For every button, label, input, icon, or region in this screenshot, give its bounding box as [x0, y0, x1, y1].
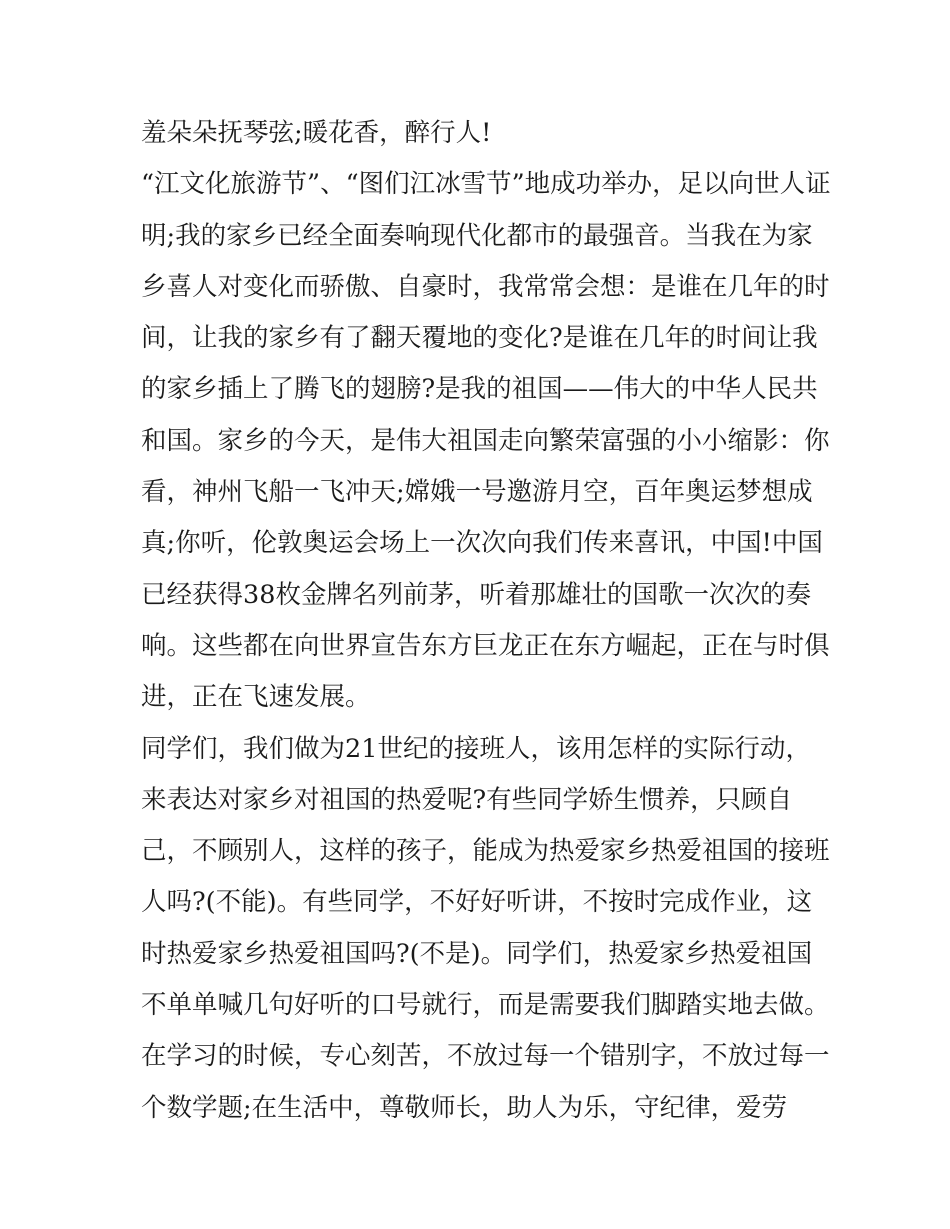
text-line: 和国。家乡的今天，是伟大祖国走向繁荣富强的小小缩影：你	[141, 425, 830, 456]
text-line: 羞朵朵抚琴弦;暖花香，醉行人!	[141, 118, 492, 148]
text-line: 间，让我的家乡有了翻天覆地的变化?是谁在几年的时间让我	[141, 323, 818, 354]
text-line: 个数学题;在生活中，尊敬师长，助人为乐，守纪律，爱劳	[141, 1092, 788, 1123]
text-line: 真;你听，伦敦奥运会场上一次次向我们传来喜讯，中国!中国	[141, 528, 823, 559]
text-line: 进，正在飞速发展。	[141, 682, 371, 713]
text-line: 已经获得38枚金牌名列前茅，听着那雄壮的国歌一次次的奏	[141, 579, 811, 610]
text-line: 来表达对家乡对祖国的热爱呢?有些同学娇生惯养，只顾自	[141, 784, 793, 815]
text-line: 不单单喊几句好听的口号就行，而是需要我们脚踏实地去做。	[141, 990, 830, 1021]
text-line: 同学们，我们做为21世纪的接班人，该用怎样的实际行动，	[141, 733, 811, 764]
text-line: 时热爱家乡热爱祖国吗?(不是)。同学们，热爱家乡热爱祖国	[141, 938, 813, 969]
text-line: 人吗?(不能)。有些同学，不好好听讲，不按时完成作业，这	[141, 887, 813, 918]
body-text	[141, 108, 831, 1134]
text-line: 的家乡插上了腾飞的翅膀?是我的祖国——伟大的中华人民共	[141, 374, 818, 405]
text-line: 明;我的家乡已经全面奏响现代化都市的最强音。当我在为家	[141, 220, 813, 251]
text-line: 响。这些都在向世界宣告东方巨龙正在东方崛起，正在与时俱	[141, 630, 830, 661]
text-line: 在学习的时候，专心刻苦，不放过每一个错别字，不放过每一	[141, 1041, 830, 1072]
text-line: 乡喜人对变化而骄傲、自豪时，我常常会想：是谁在几年的时	[141, 271, 830, 302]
text-line: 看，神州飞船一飞冲天;嫦娥一号邀游月空，百年奥运梦想成	[141, 477, 813, 508]
text-line: “江文化旅游节”、“图们江冰雪节”地成功举办，足以向世人证	[141, 169, 831, 200]
text-line: 己，不顾别人，这样的孩子，能成为热爱家乡热爱祖国的接班	[141, 836, 830, 867]
